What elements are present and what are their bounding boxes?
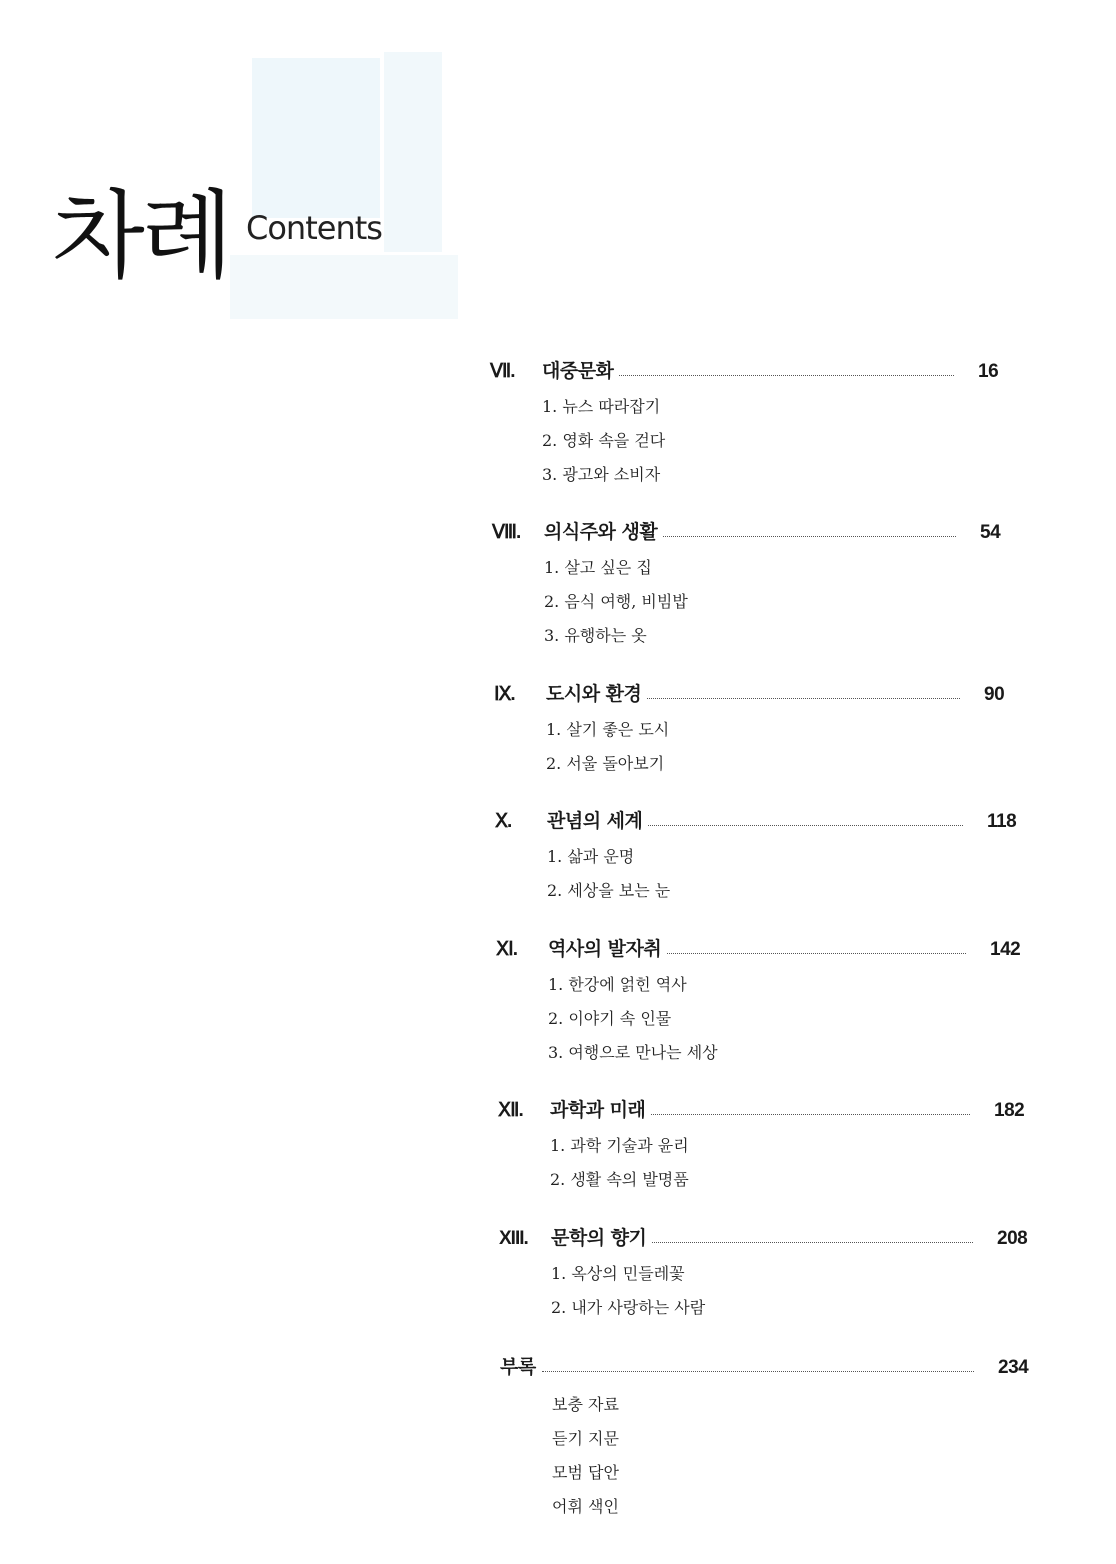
- page-title-korean: 차례: [52, 180, 230, 292]
- chapter-page: 90: [984, 684, 1005, 705]
- section-list: [498, 1129, 1046, 1197]
- section-item[interactable]: 1. 살고 싶은 집: [544, 558, 652, 577]
- section-item[interactable]: 3. 광고와 소비자: [542, 465, 661, 484]
- dot-leader: [647, 698, 960, 699]
- section-item[interactable]: 2. 이야기 속 인물: [548, 1009, 672, 1028]
- toc-chapter-11: [496, 934, 1042, 1070]
- toc-chapter-13: [499, 1223, 1049, 1325]
- section-item[interactable]: 1. 뉴스 따라잡기: [542, 397, 661, 416]
- section-item[interactable]: 1. 살기 좋은 도시: [546, 720, 670, 739]
- section-item[interactable]: 3. 유행하는 옷: [544, 626, 647, 645]
- toc-chapter-9: [494, 679, 1036, 781]
- section-list: [499, 1257, 1049, 1325]
- chapter-title: 의식주와 생활: [544, 521, 658, 543]
- toc-chapter-heading[interactable]: [498, 1095, 1046, 1123]
- chapter-page: 208: [997, 1228, 1028, 1249]
- dot-leader: [619, 375, 954, 376]
- chapter-title: 문학의 향기: [551, 1227, 647, 1249]
- section-list: [492, 551, 1032, 653]
- toc-chapter-8: [492, 517, 1032, 653]
- chapter-title: 대중문화: [542, 360, 614, 382]
- page-title-english: Contents: [246, 209, 382, 247]
- decorative-block: [384, 52, 442, 252]
- toc-appendix: [500, 1352, 1050, 1524]
- section-item[interactable]: 1. 삶과 운명: [547, 847, 635, 866]
- decorative-block: [230, 255, 458, 319]
- chapter-title: 과학과 미래: [550, 1099, 646, 1121]
- toc-chapter-heading[interactable]: [494, 679, 1036, 707]
- dot-leader: [648, 825, 963, 826]
- chapter-number: Ⅶ.: [490, 361, 515, 382]
- decorative-block: [252, 58, 380, 218]
- chapter-page: 118: [987, 811, 1017, 832]
- section-item[interactable]: 2. 서울 돌아보기: [546, 754, 665, 773]
- section-list: [494, 713, 1036, 781]
- section-item[interactable]: 2. 생활 속의 발명품: [550, 1170, 689, 1189]
- section-list: [495, 840, 1039, 908]
- chapter-page: 54: [980, 522, 1001, 543]
- toc-chapter-10: [495, 806, 1039, 908]
- toc-chapter-heading[interactable]: [492, 517, 1032, 545]
- chapter-title: 부록: [500, 1356, 536, 1378]
- chapter-number: Ⅺ.: [496, 939, 518, 960]
- dot-leader: [542, 1371, 974, 1372]
- dot-leader: [663, 536, 956, 537]
- chapter-number: XIII.: [499, 1228, 528, 1249]
- section-item[interactable]: 1. 옥상의 민들레꽃: [551, 1264, 685, 1283]
- section-list: [490, 390, 1030, 492]
- section-item[interactable]: 1. 한강에 얽힌 역사: [548, 975, 687, 994]
- toc-chapter-heading[interactable]: [500, 1352, 1050, 1380]
- section-list: [496, 968, 1042, 1070]
- chapter-number: Ⅷ.: [492, 522, 521, 543]
- chapter-number: Ⅸ.: [494, 684, 515, 705]
- section-item[interactable]: 1. 과학 기술과 윤리: [550, 1136, 689, 1155]
- chapter-page: 182: [994, 1100, 1025, 1121]
- dot-leader: [667, 953, 966, 954]
- section-item[interactable]: 2. 영화 속을 걷다: [542, 431, 666, 450]
- dot-leader: [652, 1242, 973, 1243]
- chapter-title: 역사의 발자취: [548, 938, 662, 960]
- section-item[interactable]: 어휘 색인: [552, 1497, 619, 1516]
- toc-chapter-heading[interactable]: [495, 806, 1039, 834]
- chapter-page: 234: [998, 1357, 1029, 1378]
- section-list: [500, 1388, 1050, 1524]
- chapter-page: 16: [978, 361, 999, 382]
- section-item[interactable]: 2. 내가 사랑하는 사람: [551, 1298, 706, 1317]
- section-item[interactable]: 듣기 지문: [552, 1429, 619, 1448]
- toc-chapter-12: [498, 1095, 1046, 1197]
- section-item[interactable]: 2. 음식 여행, 비빔밥: [544, 592, 688, 611]
- section-item[interactable]: 2. 세상을 보는 눈: [547, 881, 671, 900]
- chapter-number: Ⅹ.: [495, 811, 512, 832]
- chapter-title: 도시와 환경: [546, 683, 642, 705]
- section-item[interactable]: 모범 답안: [552, 1463, 619, 1482]
- toc-chapter-heading[interactable]: [490, 356, 1030, 384]
- toc-chapter-7: [490, 356, 1030, 492]
- section-item[interactable]: 보충 자료: [552, 1395, 619, 1414]
- section-item[interactable]: 3. 여행으로 만나는 세상: [548, 1043, 718, 1062]
- chapter-title: 관념의 세계: [547, 810, 643, 832]
- dot-leader: [651, 1114, 970, 1115]
- toc-chapter-heading[interactable]: [499, 1223, 1049, 1251]
- chapter-page: 142: [990, 939, 1021, 960]
- chapter-number: Ⅻ.: [498, 1100, 523, 1121]
- toc-chapter-heading[interactable]: [496, 934, 1042, 962]
